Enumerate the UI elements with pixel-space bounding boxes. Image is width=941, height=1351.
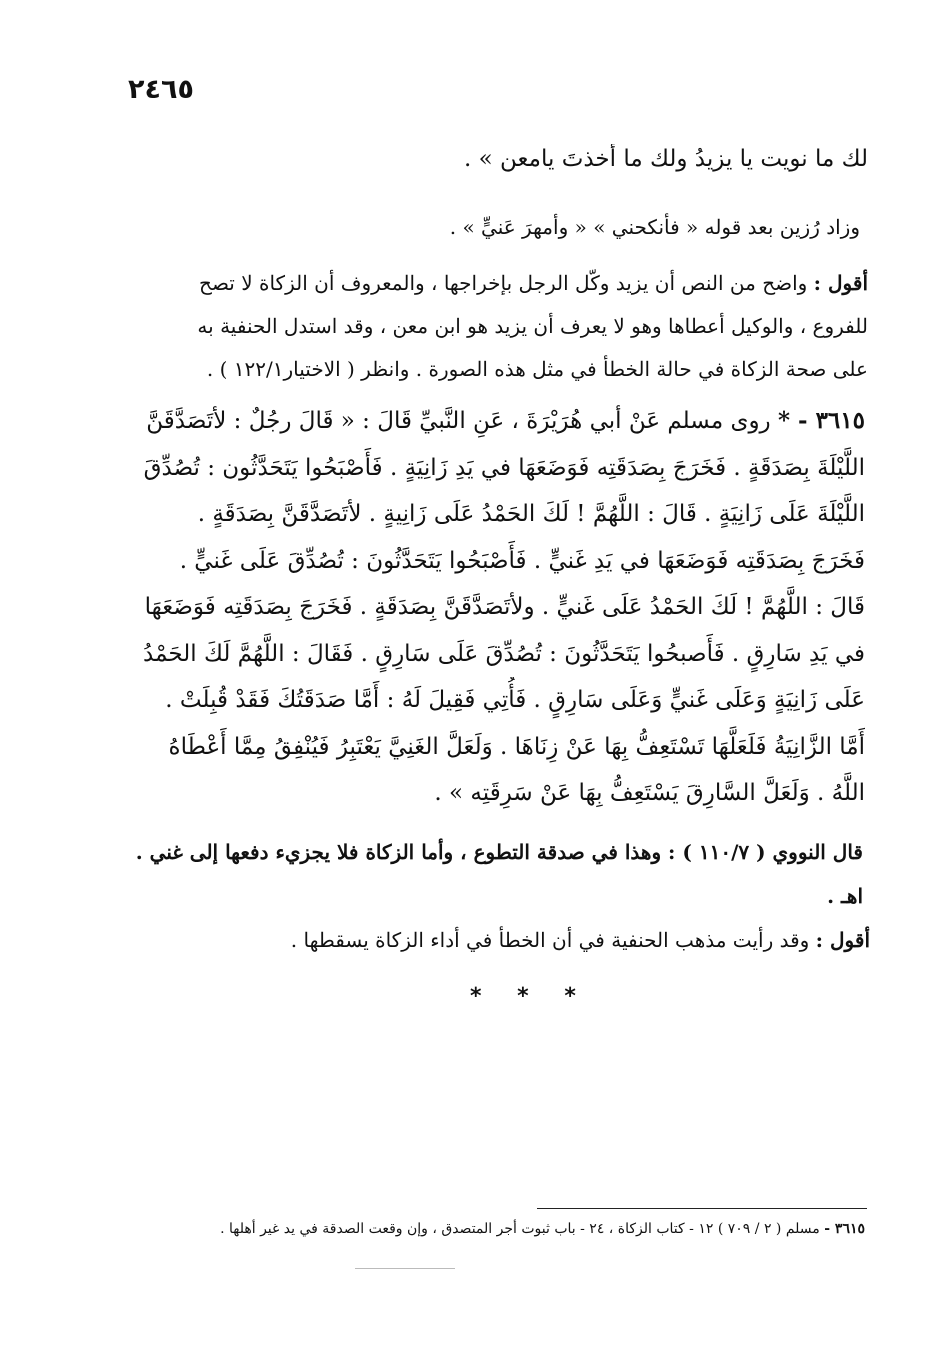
section-separator-stars: * * *	[470, 984, 590, 1009]
commentary-line: أقول : وقد رأيت مذهب الحنفية في أن الخطأ في أداء الزكاة يسقطها .	[290, 928, 870, 952]
commentary-paragraph-1	[140, 262, 868, 391]
hadith-line: اللَّهُ . وَلَعَلَّ السَّارِقَ يَسْتَعِفُّ بِهَا عَنْ سَرِقَتِه » .	[434, 780, 865, 806]
razin-line: وزاد رُزين بعد قوله « فأنكحني » « وأمهرَ عَنيٍّ » .	[449, 215, 860, 239]
commentary-line: أقول : واضح من النص أن يزيد وكّل الرجل بإخراجها ، والمعروف أن الزكاة لا تصح	[199, 271, 868, 295]
aqoul-label: أقول :	[813, 271, 868, 295]
hadith-line: عَلَى زَانِيَةٍ وَعَلَى غَنيٍّ وَعَلَى سَارِقٍ . فَأُتِي فَقِيلَ لَهُ : أَمَّا صَدَقَتُكَ فَقَدْ قُبِلَتْ .	[165, 687, 865, 713]
hadith-paragraph	[130, 398, 865, 817]
aqoul-label: أقول :	[815, 928, 870, 952]
hadith-line: اللَّيْلَةَ بِصَدَقَةٍ . فَخَرَجَ بِصَدَقَتِه فَوَضَعَهَا في يَدِ زَانِيَةٍ . فَأَصْبَحُوا يَتَحَدَّثُون : تُصُدِّقَ	[143, 454, 865, 481]
hadith-line: ٣٦١٥ - * روى مسلم عَنْ أبي هُرَيْرَةَ ، عَنِ النَّبيِّ قَالَ : « قَالَ رجُلٌ : لأتَصَدَّقَنَّ	[146, 407, 865, 434]
commentary-line: للفروع ، والوكيل أعطاها وهو لا يعرف أن يزيد هو ابن معن ، وقد استدل الحنفية به	[197, 314, 868, 338]
footnote-divider	[537, 1208, 867, 1209]
hadith-line: فَخَرَجَ بِصَدَقَتِه فَوَضَعَهَا في يَدِ غَنيٍّ . فَأَصْبَحُوا يَتَحَدَّثُونَ : تُصُدِّقَ عَلَى غَنيٍّ .	[179, 547, 865, 574]
footnote-text: مسلم ( ٢ / ٧٠٩ ) ١٢ - كتاب الزكاة ، ٢٤ - باب ثبوت أجر المتصدق ، وإن وقعت الصدقة في يد غير أهلها .	[220, 1221, 820, 1237]
commentary-line: على صحة الزكاة في حالة الخطأ في مثل هذه الصورة . وانظر ( الاختيار١٢٢/١ ) .	[206, 357, 868, 381]
commentary-paragraph-2	[140, 925, 870, 955]
hadith-line: اللَّيْلَةَ عَلَى زَانِيَةٍ . قَالَ : اللَّهُمَّ ! لَكَ الحَمْدُ عَلَى زَانِيةٍ . لأتَصَدَّقَنَّ بِصَدَقَةٍ .	[197, 501, 865, 527]
scan-mark	[355, 1268, 455, 1269]
page-number: ٢٤٦٥	[128, 74, 194, 105]
footnote	[150, 1217, 865, 1241]
razin-addition-paragraph	[140, 212, 860, 242]
hadith-line: قَالَ : اللَّهُمَّ ! لَكَ الحَمْدُ عَلَى غَنيٍّ . ولأتَصَدَّقَنَّ بِصَدَقَةٍ . فَخَرَجَ بِصَدَقَتِه فَوَضَعَهَا	[144, 594, 865, 620]
hadith-line: في يَدِ سَارِقٍ . فَأَصبحُوا يَتَحَدَّثُونَ : تُصُدِّقَ عَلَى سَارِقٍ . فَقَالَ : اللَّهُمَّ لَكَ الحَمْدُ	[143, 640, 865, 667]
footnote-number: ٣٦١٥ -	[824, 1221, 865, 1237]
continuation-line: لك ما نويت يا يزيدُ ولك ما أخذتَ يامعن » .	[464, 146, 868, 172]
hadith-number: ٣٦١٥ - *	[777, 407, 865, 434]
hadith-line: أَمَّا الزَّانِيَةُ فَلَعَلَّهَا تَسْتَعِفُّ بِهَا عَنْ زِنَاهَا . وَلَعَلَّ الغَنِيَّ يَعْتَبِرُ فَيُنْفِقُ مِمَّا أَعْطَاهُ	[168, 733, 865, 760]
nawawi-quote-paragraph	[135, 830, 863, 918]
continuation-paragraph	[140, 144, 868, 174]
nawawi-line: قال النووي ( ١١٠/٧ ) : وهذا في صدقة التطوع ، وأما الزكاة فلا يجزيء دفعها إلى غني .	[135, 840, 863, 864]
nawawi-line: اهـ .	[827, 884, 863, 908]
